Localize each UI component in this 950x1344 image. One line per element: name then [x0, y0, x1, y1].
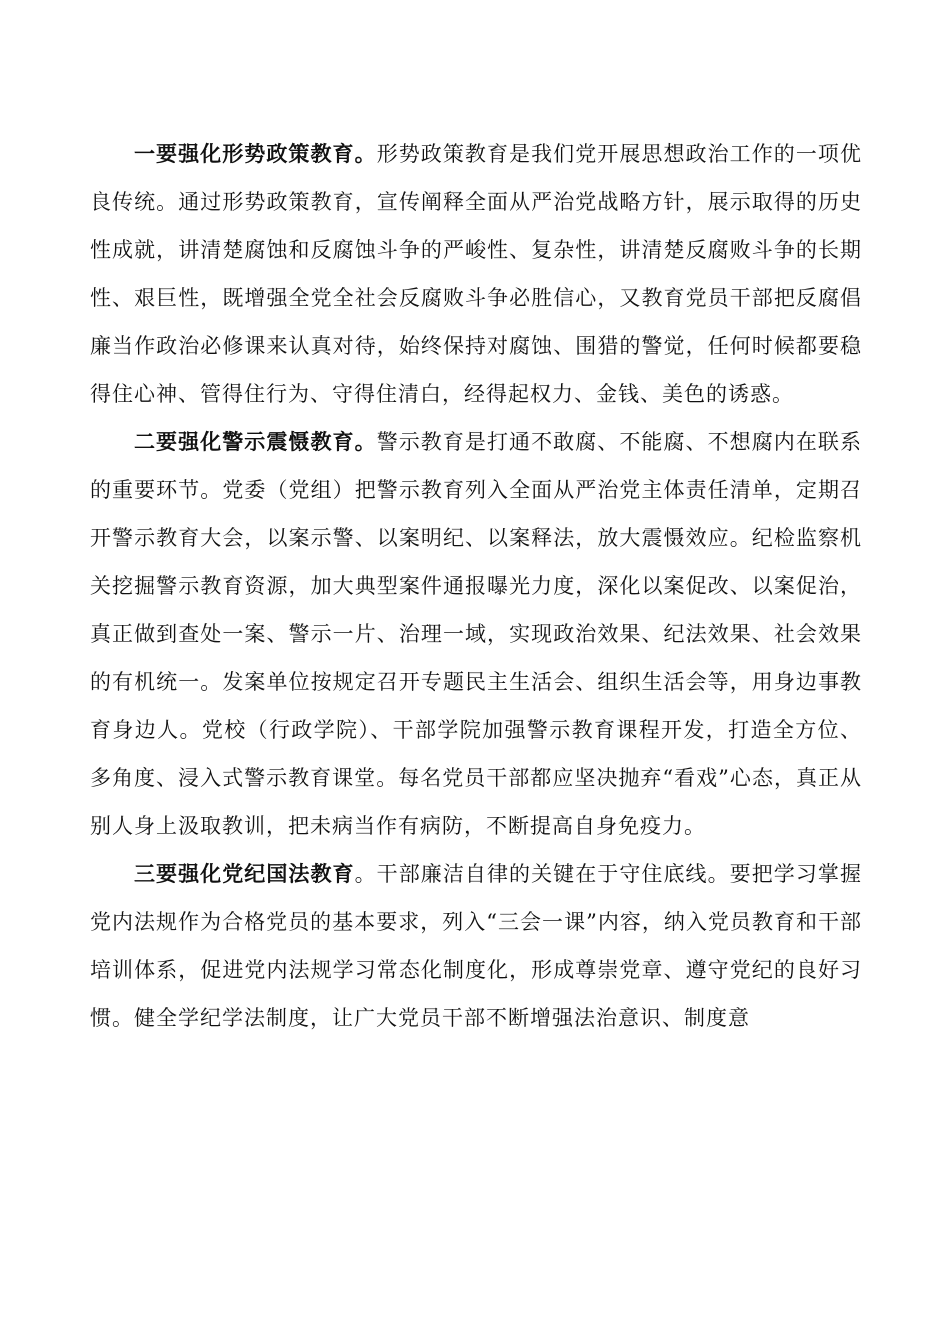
paragraph-1: [90, 130, 862, 418]
paragraph-2: [90, 418, 862, 850]
paragraph-2-text: 警示教育是打通不敢腐、不能腐、不想腐内在联系的重要环节。党委（党组）把警示教育列入全面从严治党主体责任清单，定期召开警示教育大会，以案示警、以案明纪、以案释法，放大震慑效应。纪检监察机关挖掘警示教育资源，加大典型案件通报曝光力度，深化以案促改、以案促治，真正做到查处一案、警示一片、治理一域，实现政治效果、纪法效果、社会效果的有机统一。发案单位按规定召开专题民主生活会、组织生活会等，用身边事教育身边人。党校（行政学院）、干部学院加强警示教育课程开发，打造全方位、多角度、浸入式警示教育课堂。每名党员干部都应坚决抛弃“看戏”心态，真正从别人身上汲取教训，把未病当作有病防，不断提高自身免疫力。: [90, 430, 862, 838]
paragraph-2-heading: 二要强化警示震慑教育。: [134, 429, 377, 454]
paragraph-1-heading: 一要强化形势政策教育。: [134, 141, 377, 166]
paragraph-3-text: 。干部廉洁自律的关键在于守住底线。要把学习掌握党内法规作为合格党员的基本要求，列入“三会一课”内容，纳入党员教育和干部培训体系，促进党内法规学习常态化制度化，形成尊崇党章、遵守党纪的良好习惯。健全学纪学法制度，让广大党员干部不断增强法治意识、制度意: [90, 862, 862, 1030]
paragraph-3-heading: 三要强化党纪国法教育: [134, 861, 355, 886]
paragraph-3: [90, 850, 862, 1042]
paragraph-1-text: 形势政策教育是我们党开展思想政治工作的一项优良传统。通过形势政策教育，宣传阐释全面从严治党战略方针，展示取得的历史性成就，讲清楚腐蚀和反腐蚀斗争的严峻性、复杂性，讲清楚反腐败斗争的长期性、艰巨性，既增强全党全社会反腐败斗争必胜信心，又教育党员干部把反腐倡廉当作政治必修课来认真对待，始终保持对腐蚀、围猎的警觉，任何时候都要稳得住心神、管得住行为、守得住清白，经得起权力、金钱、美色的诱惑。: [90, 142, 862, 406]
document-body: [90, 130, 862, 1042]
